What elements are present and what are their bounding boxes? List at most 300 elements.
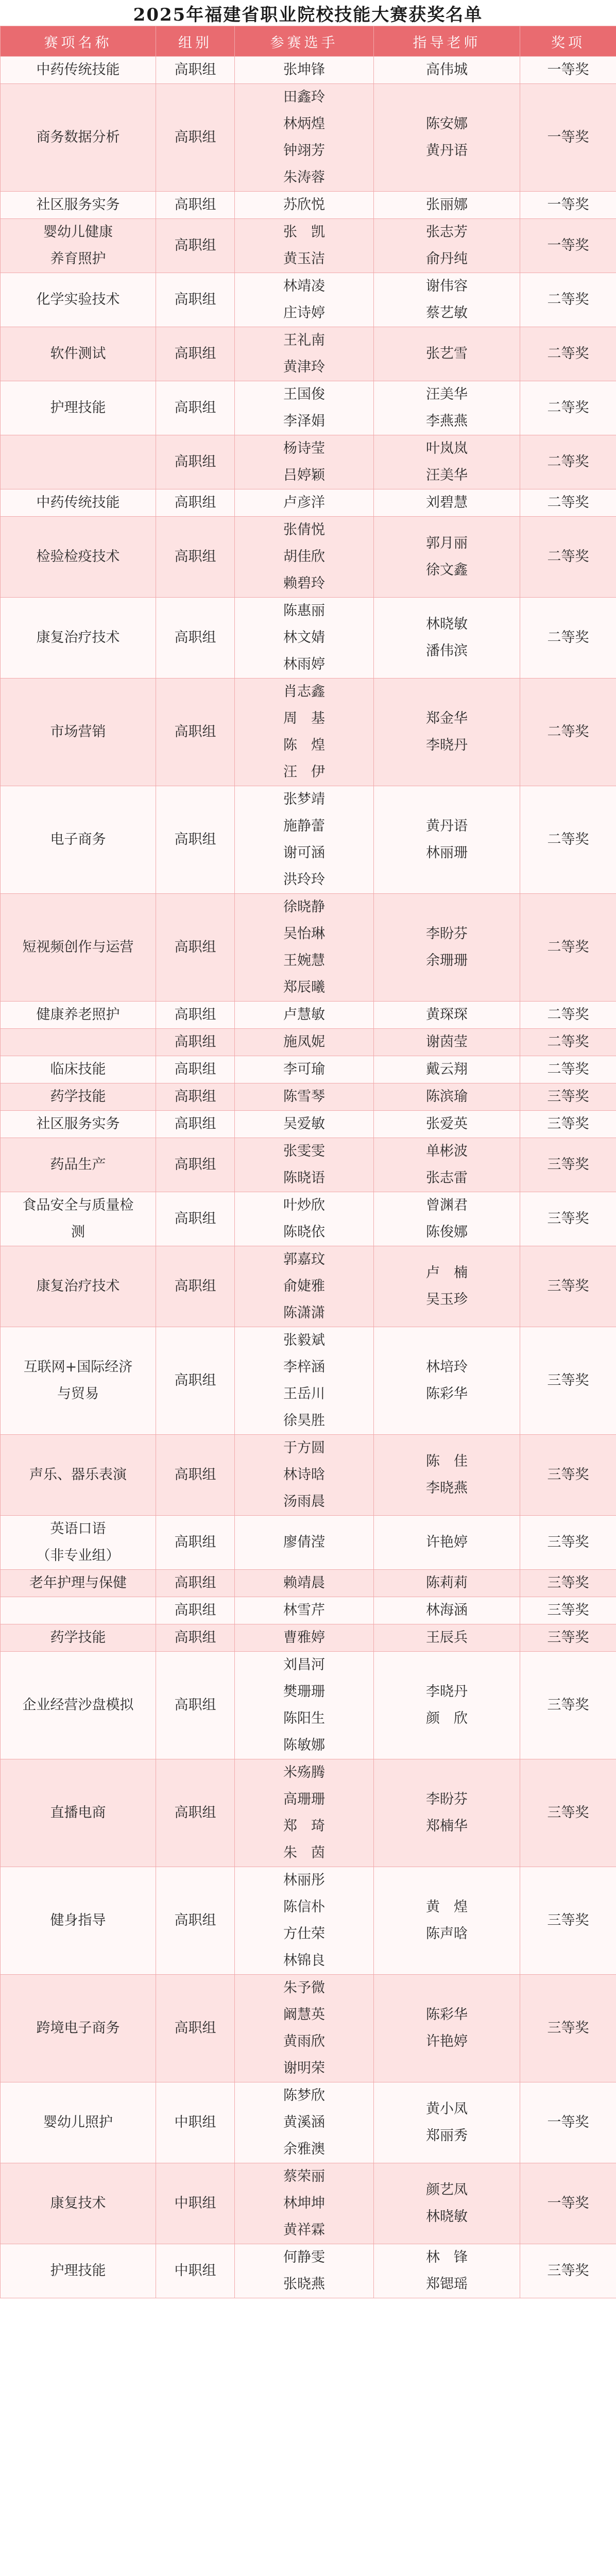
award-cell: 三等奖 xyxy=(520,1570,616,1597)
teachers-cell-line: 叶岚岚 xyxy=(426,440,468,456)
award-cell: 三等奖 xyxy=(520,1111,616,1138)
teachers-cell xyxy=(374,489,520,517)
table-row xyxy=(1,679,616,786)
students-cell xyxy=(235,192,374,219)
teachers-cell xyxy=(374,1597,520,1624)
teachers-cell-line: 陈安娜 xyxy=(426,116,468,132)
award-cell: 二等奖 xyxy=(520,517,616,598)
teachers-cell-line: 单彬波 xyxy=(426,1143,468,1159)
event-cell-line: 英语口语 xyxy=(50,1521,106,1537)
award-cell: 三等奖 xyxy=(520,1975,616,2082)
event-cell-line: 养育照护 xyxy=(50,251,106,267)
page-title: 2025年福建省职业院校技能大赛获奖名单 xyxy=(133,4,483,25)
event-cell-line: 护理技能 xyxy=(50,400,106,416)
students-cell xyxy=(235,1138,374,1192)
teachers-cell-line: 谢茵莹 xyxy=(426,1034,468,1050)
award-cell: 二等奖 xyxy=(520,327,616,381)
group-cell: 高职组 xyxy=(156,1570,235,1597)
table-row xyxy=(1,219,616,273)
award-cell: 一等奖 xyxy=(520,2082,616,2163)
students-cell-line: 曹雅婷 xyxy=(283,1630,325,1646)
table-row xyxy=(1,327,616,381)
students-cell-line: 张 凯 xyxy=(283,224,325,240)
students-cell-line: 汪 伊 xyxy=(283,764,325,780)
students-cell xyxy=(235,679,374,786)
teachers-cell-line: 黄 煌 xyxy=(426,1899,468,1915)
table-row xyxy=(1,1570,616,1597)
students-cell xyxy=(235,2163,374,2244)
students-cell xyxy=(235,1435,374,1516)
event-cell-line: 婴幼儿健康 xyxy=(43,224,113,240)
group-cell: 高职组 xyxy=(156,84,235,192)
award-cell: 二等奖 xyxy=(520,598,616,679)
students-cell-line: 谢明荣 xyxy=(283,2060,325,2076)
group-cell: 高职组 xyxy=(156,1083,235,1111)
group-cell: 高职组 xyxy=(156,381,235,435)
students-cell-line: 卢彦洋 xyxy=(283,495,325,511)
award-cell: 三等奖 xyxy=(520,1083,616,1111)
students-cell-line: 洪玲玲 xyxy=(283,872,325,888)
table-row xyxy=(1,1192,616,1246)
event-cell-line: 药学技能 xyxy=(50,1089,106,1105)
teachers-cell-line: 王辰兵 xyxy=(426,1630,468,1646)
award-cell: 二等奖 xyxy=(520,435,616,489)
group-cell: 中职组 xyxy=(156,2163,235,2244)
students-cell-line: 陈晓语 xyxy=(283,1170,325,1186)
students-cell-line: 赖碧玲 xyxy=(283,575,325,591)
students-cell-line: 郑 琦 xyxy=(283,1818,325,1834)
students-cell-line: 俞婕雅 xyxy=(283,1278,325,1294)
students-cell xyxy=(235,1867,374,1975)
students-cell xyxy=(235,1056,374,1083)
teachers-cell-line: 郑金华 xyxy=(426,710,468,726)
event-cell xyxy=(1,1975,156,2082)
event-cell-line: 电子商务 xyxy=(50,832,106,848)
teachers-cell xyxy=(374,381,520,435)
students-cell xyxy=(235,219,374,273)
teachers-cell-line: 张丽娜 xyxy=(426,197,468,213)
award-cell: 二等奖 xyxy=(520,786,616,894)
event-cell xyxy=(1,273,156,327)
teachers-cell-line: 曾渊君 xyxy=(426,1197,468,1213)
students-cell-line: 赖靖晨 xyxy=(283,1575,325,1591)
group-cell: 高职组 xyxy=(156,517,235,598)
header-teachers: 指导老师 xyxy=(374,26,520,57)
group-cell: 高职组 xyxy=(156,1029,235,1056)
students-cell-line: 朱涛蓉 xyxy=(283,170,325,185)
teachers-cell xyxy=(374,598,520,679)
students-cell xyxy=(235,273,374,327)
event-cell xyxy=(1,1516,156,1570)
teachers-cell-line: 黄丹语 xyxy=(426,143,468,159)
event-cell xyxy=(1,894,156,1002)
students-cell-line: 林丽彤 xyxy=(283,1872,325,1888)
event-cell-line: 与贸易 xyxy=(57,1386,99,1402)
students-cell-line: 吴怡琳 xyxy=(283,926,325,942)
award-cell: 二等奖 xyxy=(520,679,616,786)
teachers-cell xyxy=(374,2082,520,2163)
table-row xyxy=(1,1597,616,1624)
award-cell: 二等奖 xyxy=(520,894,616,1002)
students-cell-line: 何静雯 xyxy=(283,2249,325,2265)
table-row xyxy=(1,1029,616,1056)
students-cell-line: 陈雪琴 xyxy=(283,1089,325,1105)
event-cell-line: 商务数据分析 xyxy=(36,129,120,145)
event-cell-line: 中药传统技能 xyxy=(36,495,120,511)
table-row xyxy=(1,489,616,517)
table-row xyxy=(1,1002,616,1029)
award-cell: 三等奖 xyxy=(520,1624,616,1652)
teachers-cell xyxy=(374,1056,520,1083)
award-cell: 二等奖 xyxy=(520,1002,616,1029)
teachers-cell-line: 陈俊娜 xyxy=(426,1224,468,1240)
award-cell: 三等奖 xyxy=(520,2244,616,2298)
students-cell-line: 樊珊珊 xyxy=(283,1684,325,1700)
table-row xyxy=(1,2163,616,2244)
students-cell xyxy=(235,1516,374,1570)
students-cell-line: 徐昊胜 xyxy=(283,1413,325,1429)
event-cell-line: 互联网+国际经济 xyxy=(23,1359,133,1375)
table-row xyxy=(1,84,616,192)
teachers-cell-line: 张志芳 xyxy=(426,224,468,240)
students-cell-line: 张毅斌 xyxy=(283,1332,325,1348)
teachers-cell xyxy=(374,1083,520,1111)
teachers-cell-line: 颜艺凤 xyxy=(426,2182,468,2198)
group-cell: 高职组 xyxy=(156,327,235,381)
event-cell-line: 测 xyxy=(71,1224,85,1240)
header-group: 组别 xyxy=(156,26,235,57)
students-cell-line: 胡佳欣 xyxy=(283,549,325,565)
event-cell xyxy=(1,1246,156,1327)
event-cell-line: 社区服务实务 xyxy=(36,1116,120,1132)
award-cell: 二等奖 xyxy=(520,1029,616,1056)
students-cell xyxy=(235,1002,374,1029)
teachers-cell xyxy=(374,1516,520,1570)
award-cell: 三等奖 xyxy=(520,1327,616,1435)
students-cell xyxy=(235,598,374,679)
teachers-cell xyxy=(374,1138,520,1192)
students-cell-line: 林文婧 xyxy=(283,630,325,646)
teachers-cell-line: 刘碧慧 xyxy=(426,495,468,511)
teachers-cell-line: 高伟城 xyxy=(426,62,468,78)
teachers-cell-line: 林 锋 xyxy=(426,2249,468,2265)
students-cell xyxy=(235,435,374,489)
event-cell xyxy=(1,1624,156,1652)
event-cell-line: 康复治疗技术 xyxy=(36,630,120,646)
students-cell xyxy=(235,894,374,1002)
award-table xyxy=(0,26,616,2298)
teachers-cell-line: 李燕燕 xyxy=(426,413,468,429)
teachers-cell-line: 林丽珊 xyxy=(426,845,468,861)
teachers-cell xyxy=(374,679,520,786)
students-cell-line: 郭嘉玟 xyxy=(283,1251,325,1267)
students-cell-line: 张坤锋 xyxy=(283,62,325,78)
award-cell: 三等奖 xyxy=(520,1435,616,1516)
award-cell: 三等奖 xyxy=(520,1192,616,1246)
students-cell-line: 陈信朴 xyxy=(283,1899,325,1915)
teachers-cell xyxy=(374,2244,520,2298)
table-row xyxy=(1,273,616,327)
table-row xyxy=(1,2244,616,2298)
event-cell-line: 健康养老照护 xyxy=(36,1007,120,1023)
teachers-cell-line: 黄琛琛 xyxy=(426,1007,468,1023)
students-cell-line: 叶炒欣 xyxy=(283,1197,325,1213)
teachers-cell-line: 林晓敏 xyxy=(426,2209,468,2225)
event-cell xyxy=(1,1192,156,1246)
teachers-cell-line: 谢伟容 xyxy=(426,278,468,294)
teachers-cell-line: 陈彩华 xyxy=(426,2007,468,2023)
teachers-cell-line: 林晓敏 xyxy=(426,616,468,632)
teachers-cell-line: 吴玉珍 xyxy=(426,1292,468,1308)
teachers-cell-line: 余珊珊 xyxy=(426,953,468,969)
teachers-cell xyxy=(374,1327,520,1435)
students-cell-line: 陈敏娜 xyxy=(283,1737,325,1753)
event-cell xyxy=(1,1597,156,1624)
table-row xyxy=(1,57,616,84)
event-cell xyxy=(1,2082,156,2163)
students-cell xyxy=(235,1029,374,1056)
teachers-cell xyxy=(374,1652,520,1759)
group-cell: 中职组 xyxy=(156,2244,235,2298)
group-cell: 高职组 xyxy=(156,1327,235,1435)
students-cell-line: 方仕荣 xyxy=(283,1926,325,1942)
teachers-cell-line: 张艺雪 xyxy=(426,346,468,362)
table-row xyxy=(1,1759,616,1867)
award-cell: 一等奖 xyxy=(520,2163,616,2244)
teachers-cell xyxy=(374,1029,520,1056)
students-cell-line: 于方圆 xyxy=(283,1440,325,1456)
students-cell-line: 廖倩滢 xyxy=(283,1534,325,1550)
students-cell xyxy=(235,1759,374,1867)
group-cell: 高职组 xyxy=(156,1975,235,2082)
teachers-cell-line: 许艳婷 xyxy=(426,2033,468,2049)
event-cell-line: 中药传统技能 xyxy=(36,62,120,78)
students-cell xyxy=(235,1975,374,2082)
event-cell xyxy=(1,1435,156,1516)
event-cell-line: 跨境电子商务 xyxy=(36,2020,120,2036)
students-cell-line: 林靖凌 xyxy=(283,278,325,294)
event-cell xyxy=(1,1867,156,1975)
students-cell-line: 张晓燕 xyxy=(283,2276,325,2292)
students-cell-line: 钟翊芳 xyxy=(283,143,325,159)
event-cell-line: 临床技能 xyxy=(50,1061,106,1077)
teachers-cell-line: 汪美华 xyxy=(426,467,468,483)
teachers-cell xyxy=(374,327,520,381)
header-students: 参赛选手 xyxy=(235,26,374,57)
award-cell: 三等奖 xyxy=(520,1597,616,1624)
event-cell xyxy=(1,598,156,679)
teachers-cell xyxy=(374,273,520,327)
award-cell: 一等奖 xyxy=(520,57,616,84)
students-cell-line: 黄溪涵 xyxy=(283,2114,325,2130)
award-cell: 一等奖 xyxy=(520,192,616,219)
students-cell-line: 黄祥霖 xyxy=(283,2222,325,2238)
group-cell: 高职组 xyxy=(156,894,235,1002)
students-cell-line: 朱予微 xyxy=(283,1980,325,1996)
teachers-cell-line: 俞丹纯 xyxy=(426,251,468,267)
event-cell-line: （非专业组） xyxy=(36,1548,120,1564)
event-cell-line: 药学技能 xyxy=(50,1630,106,1646)
event-cell xyxy=(1,192,156,219)
event-cell xyxy=(1,517,156,598)
table-row xyxy=(1,786,616,894)
students-cell-line: 陈阳生 xyxy=(283,1710,325,1726)
students-cell-line: 阚慧英 xyxy=(283,2007,325,2023)
group-cell: 高职组 xyxy=(156,1759,235,1867)
teachers-cell xyxy=(374,1570,520,1597)
table-row xyxy=(1,1652,616,1759)
students-cell-line: 高珊珊 xyxy=(283,1791,325,1807)
students-cell-line: 施凤妮 xyxy=(283,1034,325,1050)
group-cell: 高职组 xyxy=(156,273,235,327)
teachers-cell-line: 卢 楠 xyxy=(426,1265,468,1281)
event-cell xyxy=(1,1056,156,1083)
students-cell xyxy=(235,57,374,84)
event-cell-line: 社区服务实务 xyxy=(36,197,120,213)
event-cell-line: 康复技术 xyxy=(50,2195,106,2211)
students-cell-line: 余雅澳 xyxy=(283,2141,325,2157)
group-cell: 高职组 xyxy=(156,1867,235,1975)
table-row xyxy=(1,894,616,1002)
students-cell-line: 张雯雯 xyxy=(283,1143,325,1159)
teachers-cell xyxy=(374,1192,520,1246)
table-header-row xyxy=(1,26,616,57)
teachers-cell-line: 郑锶瑶 xyxy=(426,2276,468,2292)
event-cell xyxy=(1,2244,156,2298)
table-row xyxy=(1,1867,616,1975)
group-cell: 中职组 xyxy=(156,2082,235,2163)
event-cell xyxy=(1,327,156,381)
students-cell-line: 黄津玲 xyxy=(283,359,325,375)
award-cell: 三等奖 xyxy=(520,1246,616,1327)
group-cell: 高职组 xyxy=(156,57,235,84)
teachers-cell xyxy=(374,1246,520,1327)
event-cell xyxy=(1,1652,156,1759)
table-row xyxy=(1,1083,616,1111)
event-cell-line: 声乐、器乐表演 xyxy=(29,1467,127,1483)
event-cell-line: 企业经营沙盘模拟 xyxy=(22,1697,134,1713)
table-row xyxy=(1,1056,616,1083)
group-cell: 高职组 xyxy=(156,1435,235,1516)
award-cell: 三等奖 xyxy=(520,1516,616,1570)
students-cell xyxy=(235,327,374,381)
event-cell-line: 软件测试 xyxy=(50,346,106,362)
teachers-cell-line: 许艳婷 xyxy=(426,1534,468,1550)
teachers-cell xyxy=(374,1759,520,1867)
teachers-cell xyxy=(374,1624,520,1652)
students-cell-line: 李梓涵 xyxy=(283,1359,325,1375)
students-cell-line: 张倩悦 xyxy=(283,522,325,538)
award-cell: 三等奖 xyxy=(520,1759,616,1867)
group-cell: 高职组 xyxy=(156,1002,235,1029)
group-cell: 高职组 xyxy=(156,1624,235,1652)
event-cell-line: 婴幼儿照护 xyxy=(43,2114,113,2130)
table-row xyxy=(1,192,616,219)
students-cell xyxy=(235,84,374,192)
event-cell-line: 市场营销 xyxy=(50,724,106,740)
group-cell: 高职组 xyxy=(156,598,235,679)
teachers-cell-line: 颜 欣 xyxy=(426,1710,468,1726)
students-cell-line: 刘昌河 xyxy=(283,1657,325,1673)
event-cell-line: 药品生产 xyxy=(50,1157,106,1173)
students-cell-line: 陈潇潇 xyxy=(283,1305,325,1321)
table-row xyxy=(1,1975,616,2082)
event-cell-line: 短视频创作与运营 xyxy=(22,939,134,955)
students-cell-line: 杨诗莹 xyxy=(283,440,325,456)
teachers-cell xyxy=(374,517,520,598)
students-cell-line: 徐晓静 xyxy=(283,899,325,915)
teachers-cell xyxy=(374,1002,520,1029)
event-cell xyxy=(1,1111,156,1138)
award-cell: 二等奖 xyxy=(520,381,616,435)
teachers-cell-line: 潘伟滨 xyxy=(426,643,468,659)
students-cell-line: 谢可涵 xyxy=(283,845,325,861)
table-row xyxy=(1,2082,616,2163)
students-cell-line: 郑辰曦 xyxy=(283,979,325,995)
students-cell xyxy=(235,517,374,598)
students-cell xyxy=(235,1652,374,1759)
teachers-cell-line: 汪美华 xyxy=(426,386,468,402)
students-cell-line: 林锦良 xyxy=(283,1953,325,1969)
teachers-cell-line: 黄小凤 xyxy=(426,2101,468,2117)
award-cell: 三等奖 xyxy=(520,1652,616,1759)
students-cell xyxy=(235,1597,374,1624)
award-cell: 二等奖 xyxy=(520,273,616,327)
students-cell-line: 王国俊 xyxy=(283,386,325,402)
teachers-cell xyxy=(374,1975,520,2082)
teachers-cell-line: 蔡艺敏 xyxy=(426,305,468,321)
event-cell xyxy=(1,679,156,786)
group-cell: 高职组 xyxy=(156,1138,235,1192)
teachers-cell xyxy=(374,894,520,1002)
group-cell: 高职组 xyxy=(156,1111,235,1138)
table-row xyxy=(1,1624,616,1652)
group-cell: 高职组 xyxy=(156,435,235,489)
teachers-cell-line: 林海涵 xyxy=(426,1602,468,1618)
students-cell xyxy=(235,1083,374,1111)
event-cell-line: 老年护理与保健 xyxy=(29,1575,127,1591)
header-event: 赛项名称 xyxy=(1,26,156,57)
event-cell xyxy=(1,489,156,517)
award-cell: 二等奖 xyxy=(520,1056,616,1083)
group-cell: 高职组 xyxy=(156,1516,235,1570)
teachers-cell-line: 郑丽秀 xyxy=(426,2128,468,2144)
group-cell: 高职组 xyxy=(156,679,235,786)
teachers-cell xyxy=(374,57,520,84)
teachers-cell xyxy=(374,1111,520,1138)
students-cell-line: 陈晓依 xyxy=(283,1224,325,1240)
event-cell xyxy=(1,2163,156,2244)
teachers-cell xyxy=(374,435,520,489)
teachers-cell-line: 李盼芬 xyxy=(426,1791,468,1807)
event-cell-line: 食品安全与质量检 xyxy=(22,1197,134,1213)
award-cell: 三等奖 xyxy=(520,1138,616,1192)
table-row xyxy=(1,1138,616,1192)
students-cell-line: 林诗晗 xyxy=(283,1467,325,1483)
table-row xyxy=(1,1246,616,1327)
award-cell: 二等奖 xyxy=(520,489,616,517)
students-cell-line: 林雪芹 xyxy=(283,1602,325,1618)
teachers-cell-line: 郭月丽 xyxy=(426,535,468,551)
group-cell: 高职组 xyxy=(156,1246,235,1327)
teachers-cell-line: 林培玲 xyxy=(426,1359,468,1375)
students-cell-line: 苏欣悦 xyxy=(283,197,325,213)
table-row xyxy=(1,1327,616,1435)
students-cell xyxy=(235,1624,374,1652)
event-cell xyxy=(1,1029,156,1056)
students-cell xyxy=(235,489,374,517)
teachers-cell xyxy=(374,219,520,273)
